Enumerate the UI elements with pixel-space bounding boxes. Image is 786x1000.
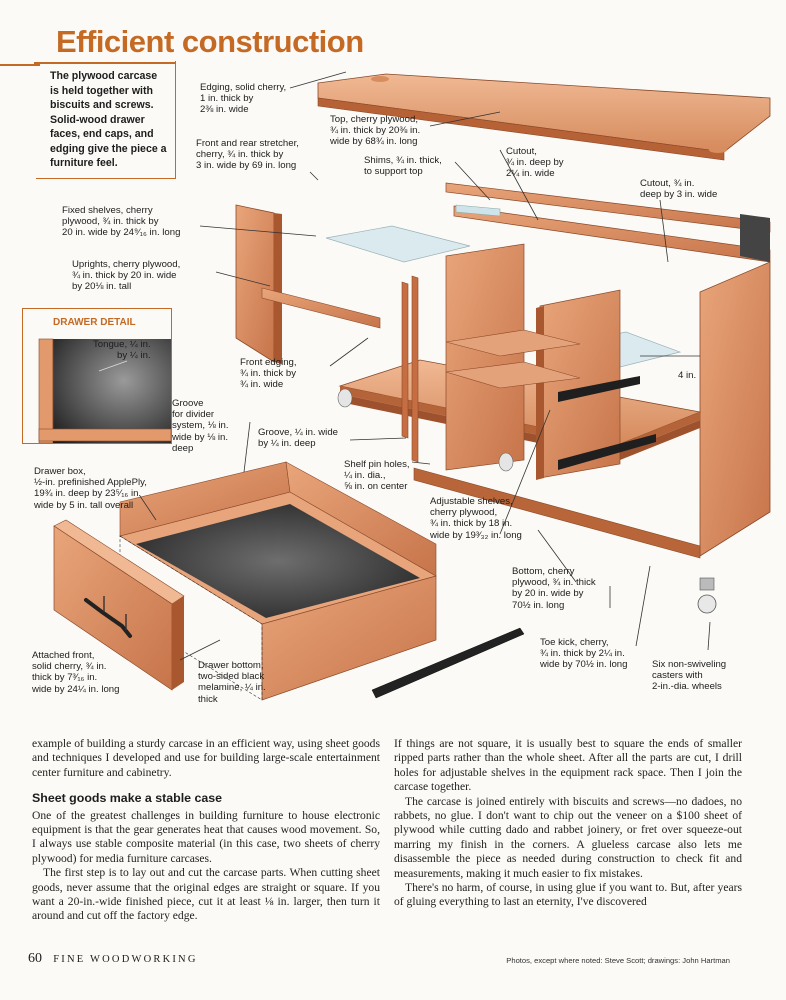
callout-fixed-shelves: Fixed shelves, cherry plywood, ¾ in. thick by 20 in. wide by 24⁹⁄₁₆ in. long [62,205,181,239]
callout-shelf-pin-holes: Shelf pin holes, ¼ in. dia., ⅝ in. on center [344,459,410,493]
callout-drawer-bottom: Drawer bottom, two-sided black melamine, ¼ in. thick [198,660,266,705]
intro-box: The plywood carcase is held together with biscuits and screws. Solid-wood drawer faces, end caps, and edging give the piece a furniture feel. [36,61,176,179]
callout-cutout-2: Cutout, ¾ in. deep by 3 in. wide [640,178,718,201]
paragraph: example of building a sturdy carcase in an efficient way, using sheet goods and techniques I developed and use for building large-scale entertainment center furniture and cabinetry. [32,737,380,779]
callout-casters: Six non-swiveling casters with 2-in.-dia. wheels [652,659,727,693]
callout-stretcher: Front and rear stretcher, cherry, ¾ in. thick by 3 in. wide by 69 in. long [196,138,299,172]
callout-adjustable-shelves: Adjustable shelves, cherry plywood, ¾ in. thick by 18 in. wide by 19³⁄₃₂ in. long [430,496,522,541]
drawer-detail-inset [22,308,172,444]
page-title: Efficient construction [56,24,364,59]
paragraph: There's no harm, of course, in using glue if you want to. But, after years of gluing everything to last an eternity, I've discovered [394,881,742,909]
callout-groove-divider: Groove for divider system, ⅛ in. wide by ⅛ in. deep [172,398,229,454]
body-column-1 [32,737,380,924]
section-heading: Sheet goods make a stable case [32,791,223,806]
callout-edging: Edging, solid cherry, 1 in. thick by 2⅜ in. wide [200,82,287,116]
tongue-callout: Tongue, ¼ in. by ¼ in. [93,339,151,362]
folio [28,950,198,967]
callout-uprights: Uprights, cherry plywood, ¾ in. thick by 20 in. wide by 20⅛ in. tall [72,259,181,293]
paragraph: One of the greatest challenges in building furniture to house electronic equipment is that the gear generates heat that causes wood movement. So, I always use stable composite material (in this case, two sheets of cherry plywood) for media furniture carcases. [32,808,380,865]
caster-icon [698,578,716,613]
body-column-2 [394,737,742,910]
callout-top: Top, cherry plywood, ¾ in. thick by 20⅜ in. wide by 68¾ in. long [330,114,421,148]
paragraph: The first step is to lay out and cut the carcase parts. When cutting sheet goods, never assume that the original edges are straight or square. If you want a 20-in.-wide finished piece, cut it at least ⅛ in. larger, then turn it around and cut off the factory edge. [32,866,380,923]
callout-bottom: Bottom, cherry plywood, ¾ in. thick by 20 in. wide by 70½ in. long [512,566,596,611]
drawer-detail-title: DRAWER DETAIL [53,317,136,328]
callout-front-edging: Front edging, ¾ in. thick by ¾ in. wide [240,357,297,391]
callout-four-in: 4 in. [678,370,697,381]
callout-shims: Shims, ¾ in. thick, to support top [364,155,442,178]
callout-groove: Groove, ¼ in. wide by ¼ in. deep [258,427,338,450]
photo-credit: Photos, except where noted: Steve Scott; drawings: John Hartman [506,956,730,965]
callout-attached-front: Attached front, solid cherry, ¾ in. thick by 7³⁄₁₆ in. wide by 24¼ in. long [32,650,120,695]
callout-drawer-box: Drawer box, ½-in. prefinished ApplePly, 19¾ in. deep by 23⁵⁄₁₆ in. wide by 5 in. tall overall [34,466,147,511]
page-number: 60 [28,951,42,966]
paragraph: If things are not square, it is usually best to square the ends of smaller ripped parts rather than the whole sheet. After all the parts are cut, I drill holes for adjustable shelves in the equipment rack space. Then I join the carcase together. [394,737,742,794]
paragraph: The carcase is joined entirely with biscuits and screws—no dadoes, no rabbets, no glue. I don't want to chip out the veneer on a $100 sheet of plywood while cutting dado and rabbet joinery, or fret over squeeze-out marring my finish in the corners. A glueless carcase also lets me disassemble the piece as needed during construction to check fit and measurements, making it much easier to fix mistakes. [394,794,742,880]
callout-cutout-1: Cutout, ¾ in. deep by 2¼ in. wide [506,146,564,180]
magazine-name: FINE WOODWORKING [53,954,198,965]
callout-toe-kick: Toe kick, cherry, ¾ in. thick by 2¼ in. wide by 70½ in. long [540,637,628,671]
